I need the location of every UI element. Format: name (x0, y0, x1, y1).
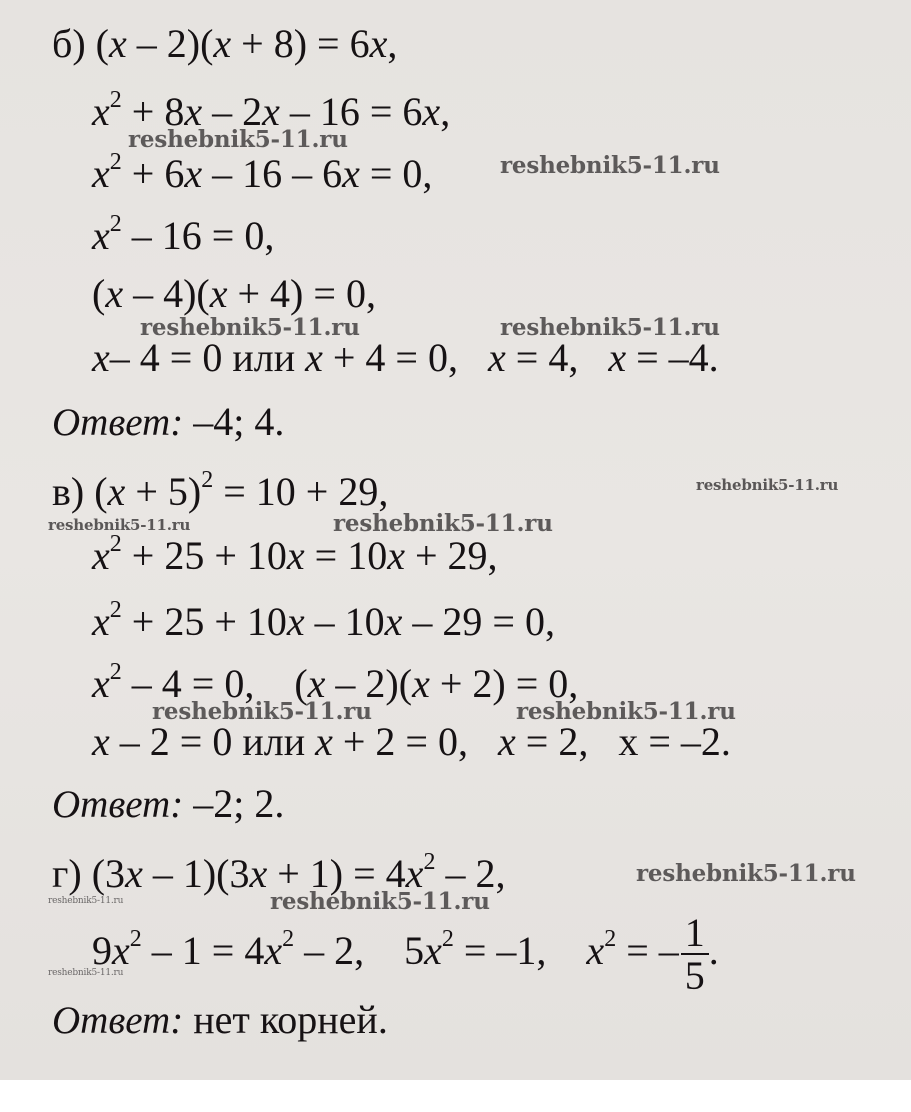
part-b-step-5: x– 4 = 0 или x + 4 = 0, x = 4, x = –4. (92, 335, 719, 380)
watermark: reshebnik5-11.ru (500, 152, 720, 179)
part-b-problem: б) (x – 2)(x + 8) = 6x, (52, 21, 398, 66)
part-v-step-4: x – 2 = 0 или x + 2 = 0, x = 2, x = –2. (92, 719, 731, 764)
part-b-answer-value: –4; 4. (193, 399, 285, 444)
part-g-step-1: $9x^2 - 1 = 4x^2 - 2$, $5x^2 = -1$, $x^2$ = – $\frac{1}{5}$ . (92, 909, 719, 998)
part-v-problem: в) $(x + 5)^2 = 10 + 29$, (52, 467, 389, 514)
word-ili: или (232, 335, 296, 380)
watermark: reshebnik5-11.ru (516, 698, 736, 725)
watermark: reshebnik5-11.ru (270, 888, 490, 915)
watermark: reshebnik5-11.ru (140, 314, 360, 341)
part-g-answer (52, 996, 388, 1045)
part-v-answer-value: –2; 2. (193, 781, 285, 826)
watermark: reshebnik5-11.ru (48, 516, 191, 534)
answer-label: Ответ: (52, 401, 184, 444)
fraction-one-fifth: $\frac{1}{5}$ (681, 913, 709, 997)
part-v-step-1: $x^2 + 25 + 10x = 10x + 29$, (92, 531, 498, 578)
part-b-step-1: $x^2 + 8x - 2x - 16 = 6x$, (92, 87, 451, 134)
watermark: reshebnik5-11.ru (500, 314, 720, 341)
part-g-problem: г) $(3x - 1)(3x + 1) = 4x^2 - 2$, (52, 849, 506, 896)
part-v-step-3: $x^2 - 4 = 0$, (x – 2)(x + 2) = 0, (92, 659, 579, 706)
watermark: reshebnik5-11.ru (48, 968, 124, 978)
part-b-label: б) (52, 21, 86, 66)
part-b-step-4: (x – 4)(x + 4) = 0, (92, 271, 376, 316)
watermark: reshebnik5-11.ru (152, 698, 372, 725)
watermark: reshebnik5-11.ru (636, 860, 856, 887)
watermark: reshebnik5-11.ru (48, 896, 124, 906)
part-b-answer (52, 398, 284, 447)
part-v-answer (52, 780, 284, 829)
part-g-answer-value: нет корней. (193, 997, 388, 1042)
watermark: reshebnik5-11.ru (128, 126, 348, 153)
word-ili: или (242, 719, 306, 764)
answer-label: Ответ: (52, 999, 184, 1042)
watermark: reshebnik5-11.ru (333, 510, 553, 537)
part-v-step-2: $x^2 + 25 + 10x - 10x - 29 = 0$, (92, 597, 555, 644)
part-v-label: в) (52, 469, 85, 514)
answer-label: Ответ: (52, 783, 184, 826)
part-b-step-2: $x^2 + 6x - 16 - 6x = 0$, (92, 149, 433, 196)
part-g-label: г) (52, 851, 82, 896)
part-b-step-3: $x^2 - 16 = 0$, (92, 211, 275, 258)
watermark: reshebnik5-11.ru (696, 476, 839, 494)
